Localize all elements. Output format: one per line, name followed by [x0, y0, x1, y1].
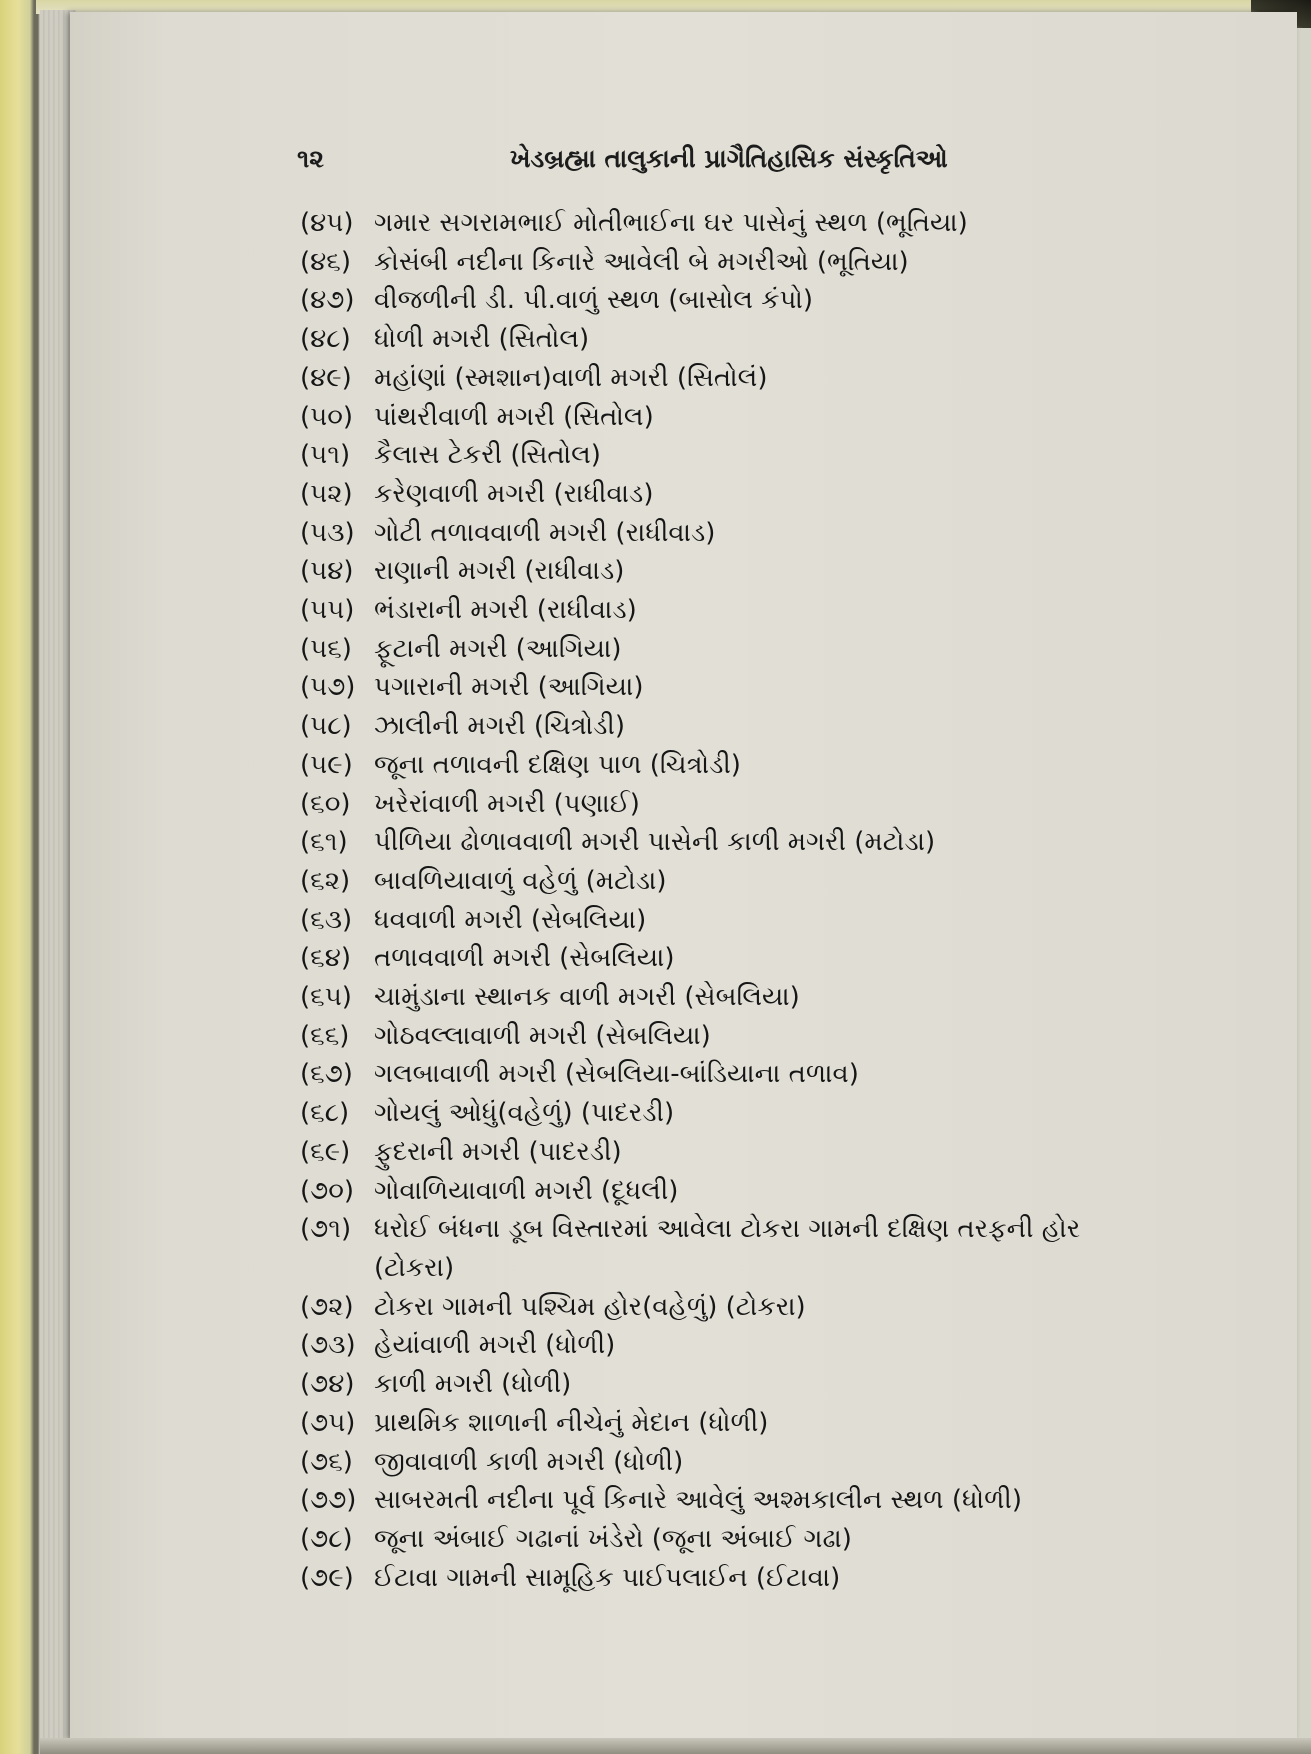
- entry-text: ગલબાવાળી મગરી (સેબલિયા-બાંડિયાના તળાવ): [374, 1059, 859, 1090]
- list-item: [300, 707, 1180, 746]
- entry-text: બાવળિયાવાળું વહેળું (મટોડા): [374, 865, 667, 896]
- list-item: [300, 320, 1180, 359]
- entry-number: (૫૪): [300, 556, 354, 587]
- entry-text: ગોયલું ઓધું(વહેળું) (પાદરડી): [374, 1098, 675, 1129]
- entry-text: પ્રાથમિક શાળાની નીચેનું મેદાન (ધોળી): [374, 1407, 769, 1438]
- list-item: [300, 1559, 1180, 1598]
- list-item: [300, 591, 1180, 630]
- entry-number: (૭૩): [300, 1330, 356, 1361]
- list-item: [300, 1210, 1180, 1287]
- list-item: [300, 1133, 1180, 1172]
- list-item: [300, 204, 1180, 243]
- entry-text: રાણાની મગરી (રાધીવાડ): [374, 556, 625, 587]
- list-item: [300, 978, 1180, 1017]
- entry-text: તળાવવાળી મગરી (સેબલિયા): [374, 943, 675, 974]
- entry-text: કોસંબી નદીના કિનારે આવેલી બે મગરીઓ (ભૂતિયા): [374, 246, 909, 277]
- list-item: [300, 1326, 1180, 1365]
- list-item: [300, 514, 1180, 553]
- entry-number: (૪૬): [300, 246, 351, 277]
- list-item: [300, 475, 1180, 514]
- entry-text: ભંડારાની મગરી (રાધીવાડ): [374, 595, 637, 626]
- list-item: [300, 939, 1180, 978]
- entry-text: ગોઠવલ્લાવાળી મગરી (સેબલિયા): [374, 1020, 711, 1051]
- entry-text: ધરોઈ બંધના ડૂબ વિસ્તારમાં આવેલા ટોકરા ગામની દક્ષિણ તરફની હોર (ટોકરા): [374, 1214, 1081, 1283]
- list-item: [300, 668, 1180, 707]
- site-list: [300, 204, 1180, 1597]
- entry-number: (૫૯): [300, 749, 353, 780]
- entry-number: (૫૫): [300, 595, 355, 626]
- entry-number: (૬૫): [300, 982, 352, 1013]
- entry-number: (૭૯): [300, 1562, 354, 1593]
- list-item: [300, 901, 1180, 940]
- entry-text: ધવવાળી મગરી (સેબલિયા): [374, 904, 647, 935]
- entry-text: કૈલાસ ટેકરી (સિતોલ): [374, 440, 601, 471]
- list-item: [300, 359, 1180, 398]
- list-item: [300, 1443, 1180, 1482]
- list-item: [300, 1365, 1180, 1404]
- list-item: [300, 552, 1180, 591]
- entry-text: પગારાની મગરી (આગિયા): [374, 672, 644, 703]
- entry-number: (૫૨): [300, 478, 353, 509]
- entry-text: સાબરમતી નદીના પૂર્વ કિનારે આવેલું અશ્મકાલીન સ્થળ (ધોળી): [374, 1485, 1022, 1516]
- entry-text: ગોવાળિયાવાળી મગરી (દૂધલી): [374, 1175, 679, 1206]
- list-item: [300, 785, 1180, 824]
- entry-number: (૭૮): [300, 1523, 353, 1554]
- entry-number: (૫૮): [300, 711, 352, 742]
- entry-number: (૭૭): [300, 1485, 357, 1516]
- entry-number: (૬૮): [300, 1098, 350, 1129]
- list-item: [300, 281, 1180, 320]
- entry-text: ફૂટાની મગરી (આગિયા): [374, 633, 622, 664]
- entry-text: ઝાલીની મગરી (ચિત્રોડી): [374, 711, 625, 742]
- entry-number: (૪૫): [300, 208, 354, 238]
- entry-number: (૬૧): [300, 827, 348, 858]
- list-item: [300, 1017, 1180, 1056]
- entry-text: કરેણવાળી મગરી (રાધીવાડ): [374, 478, 654, 509]
- list-item: [300, 1520, 1180, 1559]
- entry-number: (૭૪): [300, 1369, 355, 1400]
- entry-text: વીજળીની ડી. પી.વાળું સ્થળ (બાસોલ કંપો): [374, 285, 814, 316]
- list-item: [300, 1094, 1180, 1133]
- entry-number: (૫૦): [300, 401, 354, 432]
- entry-number: (૬૭): [300, 1059, 353, 1090]
- entry-text: હેયાંવાળી મગરી (ધોળી): [374, 1330, 616, 1361]
- list-item: [300, 1288, 1180, 1327]
- entry-text: જૂના તળાવની દક્ષિણ પાળ (ચિત્રોડી): [374, 749, 741, 780]
- entry-number: (૬૯): [300, 1136, 351, 1167]
- entry-number: (૬૦): [300, 788, 351, 819]
- entry-number: (૫૭): [300, 672, 356, 703]
- bottom-edge: [40, 1738, 1311, 1754]
- entry-text: ગમાર સગરામભાઈ મોતીભાઈના ઘર પાસેનું સ્થળ (ભૂતિયા): [374, 208, 968, 238]
- entry-number: (૭૨): [300, 1291, 354, 1322]
- list-item: [300, 398, 1180, 437]
- entry-text: કાળી મગરી (ધોળી): [374, 1369, 572, 1400]
- list-item: [300, 1404, 1180, 1443]
- list-item: [300, 1481, 1180, 1520]
- list-item: [300, 823, 1180, 862]
- entry-number: (૫૬): [300, 633, 352, 664]
- entry-number: (૬૪): [300, 943, 351, 974]
- list-item: [300, 1055, 1180, 1094]
- entry-text: પીળિયા ઢોળાવવાળી મગરી પાસેની કાળી મગરી (મટોડા): [374, 827, 936, 858]
- entry-number: (૭૫): [300, 1407, 356, 1438]
- entry-text: ગોટી તળાવવાળી મગરી (રાધીવાડ): [374, 517, 716, 548]
- entry-number: (૬૬): [300, 1020, 350, 1051]
- entry-text: મહાંણાં (સ્મશાન)વાળી મગરી (સિતોલં): [374, 362, 768, 393]
- entry-text: પાંથરીવાળી મગરી (સિતોલ): [374, 401, 654, 432]
- entry-text: ટોકરા ગામની પશ્ચિમ હોર(વહેળું) (ટોકરા): [374, 1291, 806, 1322]
- list-item: [300, 862, 1180, 901]
- entry-text: જૂના અંબાઈ ગઢાનાં ખંડેરો (જૂના અંબાઈ ગઢા): [374, 1523, 852, 1554]
- entry-number: (૪૭): [300, 285, 355, 316]
- entry-number: (૭૧): [300, 1214, 352, 1245]
- entry-number: (૭૬): [300, 1446, 353, 1477]
- list-item: [300, 243, 1180, 282]
- running-title: ખેડબ્રહ્મા તાલુકાની પ્રાગૈતિહાસિક સંસ્કૃતિઓ: [510, 144, 948, 173]
- page-header: [297, 144, 948, 180]
- list-item: [300, 746, 1180, 785]
- list-item: [300, 436, 1180, 475]
- page-number: ૧૨: [297, 144, 324, 173]
- list-item: [300, 1172, 1180, 1211]
- entry-text: ધોળી મગરી (સિતોલ): [374, 324, 590, 355]
- entry-number: (૫૩): [300, 517, 355, 548]
- list-item: [300, 630, 1180, 669]
- entry-number: (૪૮): [300, 324, 351, 355]
- entry-number: (૭૦): [300, 1175, 355, 1206]
- entry-text: ઈટાવા ગામની સામૂહિક પાઈપલાઈન (ઈટાવા): [374, 1562, 841, 1593]
- entry-number: (૫૧): [300, 440, 351, 471]
- entry-text: ખરેરાંવાળી મગરી (પણાઈ): [374, 788, 640, 819]
- entry-text: જીવાવાળી કાળી મગરી (ધોળી): [374, 1446, 684, 1477]
- entry-text: ચામુંડાના સ્થાનક વાળી મગરી (સેબલિયા): [374, 982, 800, 1013]
- entry-number: (૬૨): [300, 865, 351, 896]
- entry-number: (૪૯): [300, 362, 352, 393]
- entry-number: (૬૩): [300, 904, 353, 935]
- entry-text: ફુદરાની મગરી (પાદરડી): [374, 1136, 622, 1167]
